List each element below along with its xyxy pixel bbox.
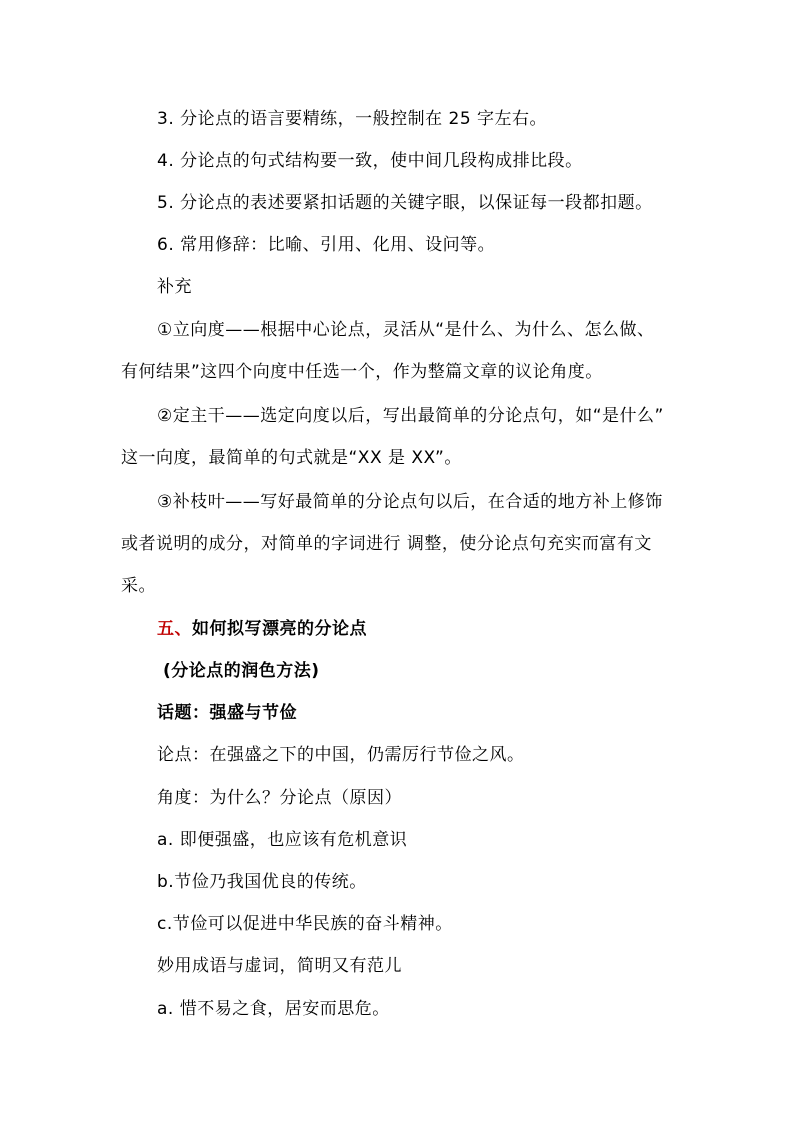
point-3: 3. 分论点的语言要精练，一般控制在 25 字左右。 [157,109,548,129]
supplement-item-2: ②定主干——选定向度以后，写出最简单的分论点句，如“是什么” [157,406,664,426]
supplement-item-1-cont: 有何结果”这四个向度中任选一个，作为整篇文章的议论角度。 [121,362,603,382]
sub-point-c: c.节俭可以促进中华民族的奋斗精神。 [157,914,453,934]
supplement-item-3-cont: 或者说明的成分，对简单的字词进行 调整，使分论点句充实而富有文 [121,534,652,554]
topic-line: 话题：强盛与节俭 [157,703,297,723]
sub-point-b: b.节俭乃我国优良的传统。 [157,872,367,892]
angle-line: 角度：为什么？分论点（原因） [157,788,402,808]
supplement-item-3-end: 采。 [121,576,156,596]
sub-point-a: a. 即便强盛，也应该有危机意识 [157,830,408,850]
section-subheading: (分论点的润色方法) [163,661,320,681]
tip-line: 妙用成语与虚词，简明又有范儿 [157,956,402,976]
supplement-item-2-cont: 这一向度，最简单的句式就是“XX 是 XX”。 [121,448,462,468]
point-5: 5. 分论点的表述要紧扣话题的关键字眼，以保证每一段都扣题。 [157,193,653,213]
section-title: 如何拟写漂亮的分论点 [192,619,367,639]
section-number: 五、 [157,619,192,639]
point-6: 6. 常用修辞：比喻、引用、化用、设问等。 [157,235,496,255]
supplement-item-1: ①立向度——根据中心论点，灵活从“是什么、为什么、怎么做、 [157,320,655,340]
point-4: 4. 分论点的句式结构要一致，使中间几段构成排比段。 [157,151,583,171]
example-a: a. 惜不易之食，居安而思危。 [157,999,390,1019]
argument-line: 论点：在强盛之下的中国，仍需厉行节俭之风。 [157,745,525,765]
supplement-item-3: ③补枝叶——写好最简单的分论点句以后，在合适的地方补上修饰 [157,492,663,512]
section-heading [157,617,367,641]
supplement-label: 补充 [157,277,192,297]
